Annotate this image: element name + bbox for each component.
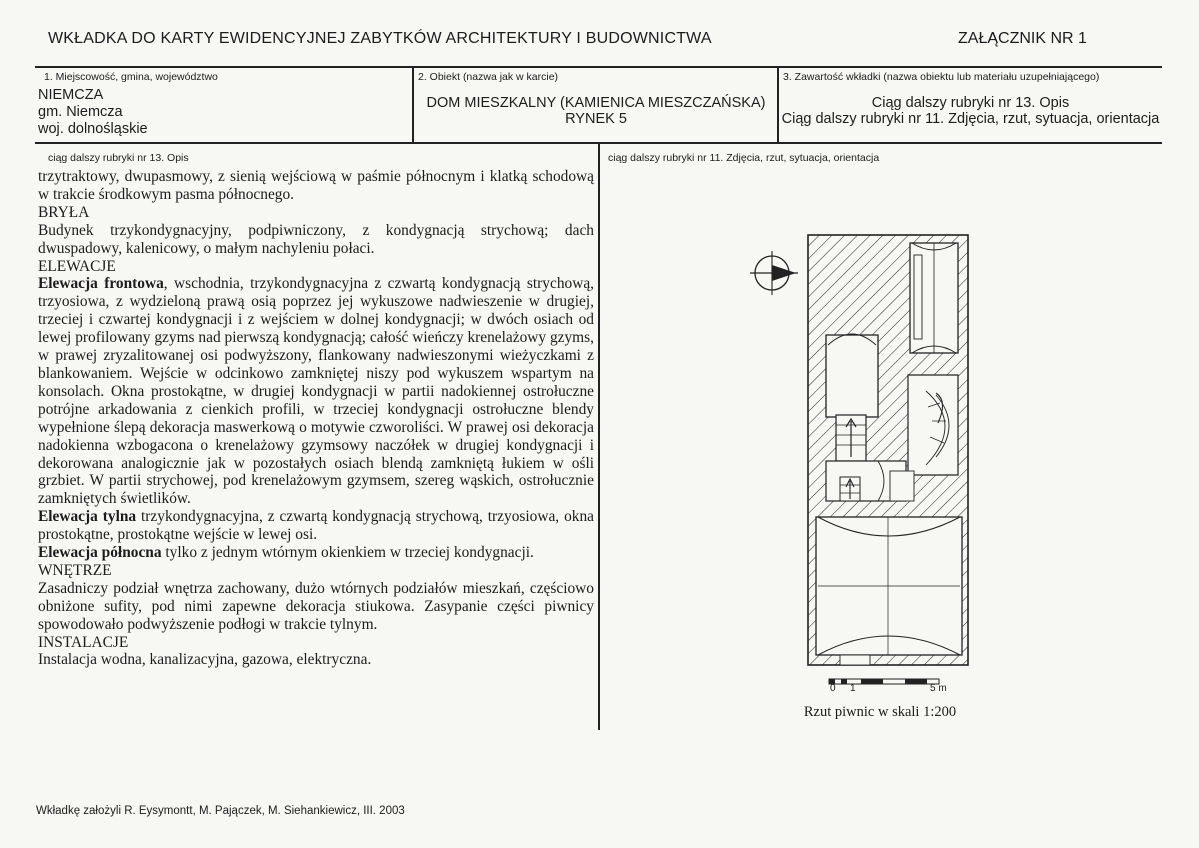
- north-elevation-text: tylko z jednym wtórnym okienkiem w trzeciej kondygnacji.: [161, 544, 534, 562]
- content-label: 3. Zawartość wkładki (nazwa obiektu lub materiału uzupełniającego): [783, 71, 1100, 83]
- content-line-2: Ciąg dalszy rubryki nr 11. Zdjęcia, rzut, sytuacja, orientacja: [781, 111, 1160, 127]
- right-section-label: ciąg dalszy rubryki nr 11. Zdjęcia, rzut, sytuacja, orientacja: [608, 152, 880, 164]
- plan-caption: Rzut piwnic w skali 1:200: [803, 704, 957, 720]
- location-voivodeship: woj. dolnośląskie: [38, 121, 148, 137]
- rear-elevation-text: trzykondygnacyjna, z czwartą kondygnacją strychową, trzyosiowa, okna prostokątne, prostokątne wejście w lewej osi.: [38, 508, 594, 544]
- front-elevation-term: Elewacja frontowa: [38, 275, 164, 293]
- rear-elevation-term: Elewacja tylna: [38, 508, 137, 526]
- scale-label-1: 1: [850, 683, 856, 694]
- object-name: DOM MIESZKALNY (KAMIENICA MIESZCZAŃSKA): [426, 95, 766, 111]
- location-town: NIEMCZA: [38, 87, 104, 103]
- scale-label-0: 0: [830, 683, 836, 694]
- paragraph-wnetrze: Zasadniczy podział wnętrza zachowany, dużo wtórnych podziałów mieszkań, częściowo obniżone sufity, pod nimi zapewne dekoracja stiukowa. Zasypanie części piwnicy spowodowało podwyższenie podłogi w trakcie tylnym.: [38, 579, 594, 633]
- column-divider: [598, 144, 600, 730]
- description-intro: trzytraktowy, dwupasmowy, z sienią wejściową w paśmie północnym i klatką schodową w trakcie środkowym pasma północnego.: [38, 168, 594, 203]
- authors-footer: Wkładkę założyli R. Eysymontt, M. Pajączek, M. Siehankiewicz, III. 2003: [36, 805, 405, 817]
- location-label: 1. Miejscowość, gmina, województwo: [44, 71, 218, 83]
- left-section-label: ciąg dalszy rubryki nr 13. Opis: [48, 152, 189, 164]
- description-text: [38, 168, 594, 669]
- heading-wnetrze: WNĘTRZE: [38, 561, 112, 579]
- object-label: 2. Obiekt (nazwa jak w karcie): [418, 71, 559, 83]
- table-top-border: [35, 66, 1162, 68]
- object-address: RYNEK 5: [565, 111, 627, 127]
- paragraph-front-elevation: [38, 275, 594, 508]
- heading-elewacje: ELEWACJE: [38, 257, 116, 275]
- scale-label-5m: 5 m: [930, 683, 947, 694]
- paragraph-rear-elevation: [38, 508, 594, 544]
- paragraph-north-elevation: [38, 544, 594, 562]
- north-arrow-icon: [750, 251, 798, 295]
- paragraph-bryla: Budynek trzykondygnacyjny, podpiwniczony, z kondygnacją strychową; dach dwuspadowy, kalenicowy, o małym nachyleniu połaci.: [38, 221, 594, 257]
- document-title: WKŁADKA DO KARTY EWIDENCYJNEJ ZABYTKÓW ARCHITEKTURY I BUDOWNICTWA: [48, 30, 712, 47]
- plan-walls: [808, 235, 968, 665]
- paragraph-instalacje: Instalacja wodna, kanalizacyjna, gazowa, elektryczna.: [38, 651, 372, 669]
- front-elevation-text: , wschodnia, trzykondygnacyjna z czwartą kondygnacją strychową, trzyosiowa, z wydzieloną prawą osią poprzez jej wykuszowe nadwieszenie w drugiej, trzeciej i czwartej kondygnacji i z wejściem w dolnej kondygnacji; w dwóch osiach od lewej profilowany gzyms nad pierwszą kondygnacją; całość wieńczy krenelażowy gzyms, w prawej zryzalitowanej osi podwyższony, flankowany nadwieszonymi wieżyczkami z blankowaniem. Wejście w odcinkowo zamkniętej niszy pod wykuszem wspartym na konsolach. Okna prostokątne, w drugiej kondygnacji w partii nadokiennej ostrołuczne potrójne arkadowania z cienkich profili, w trzeciej kondygnacji ostrołuczne blendy wypełnione ślepą dekoracja maswerkową o motywie czworoliści. W prawej osi dekoracja nadokienna wzbogacona o krenelażowy gzymsowy naczółek w drugiej kondygnacji i dekorowana analogicznie jak w pozostałych osiach blendą zamkniętą łukiem w ośli grzbiet. W partii strychowej, pod krenelażowym gzymsem, szereg wąskich, ostrołucznie zamkniętych świetlików.: [38, 275, 595, 508]
- heading-instalacje: INSTALACJE: [38, 633, 129, 651]
- basement-floor-plan: [740, 225, 980, 695]
- content-line-1: Ciąg dalszy rubryki nr 13. Opis: [871, 95, 1070, 111]
- location-commune: gm. Niemcza: [38, 104, 123, 120]
- north-elevation-term: Elewacja północna: [38, 544, 162, 562]
- annex-number: ZAŁĄCZNIK NR 1: [958, 30, 1087, 47]
- heading-bryla: BRYŁA: [38, 203, 90, 221]
